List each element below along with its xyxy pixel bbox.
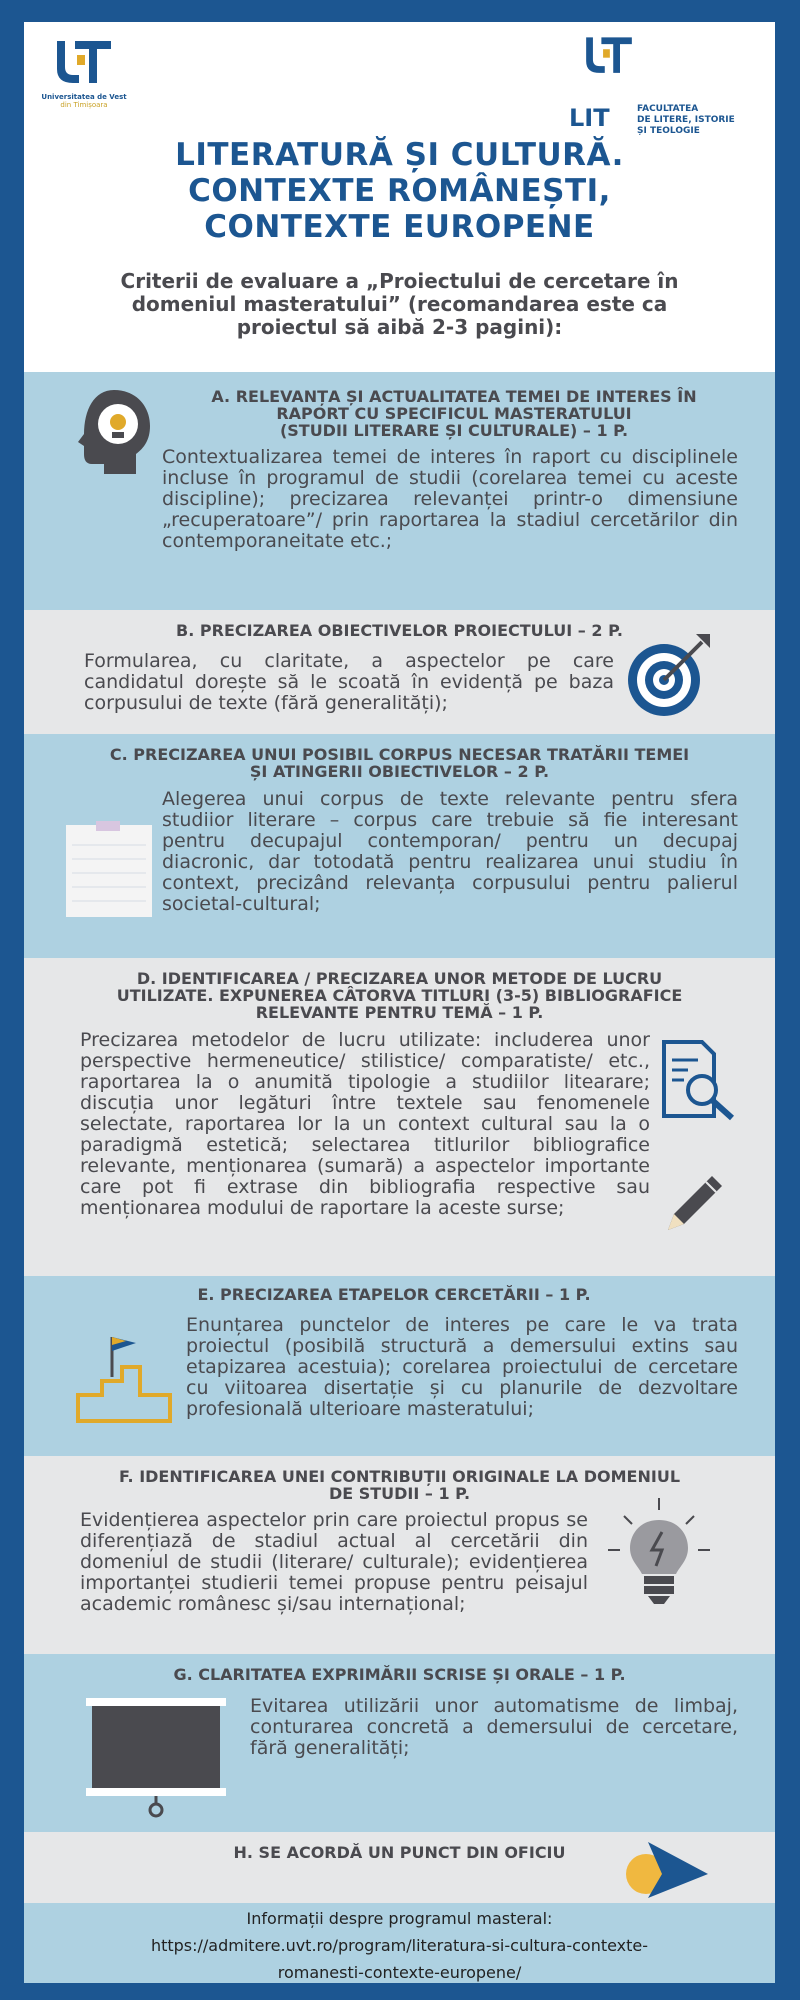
- footer-info: [24, 1903, 775, 1983]
- criterion-c-title: [24, 746, 775, 780]
- notepad-icon: [64, 819, 154, 919]
- criterion-f: [24, 1456, 775, 1654]
- lit-logo: [569, 34, 769, 144]
- criterion-d: [24, 958, 775, 1276]
- title-line: ȘI ATINGERII OBIECTIVELOR – 2 P.: [249, 762, 550, 781]
- criterion-d-text: Precizarea metodelor de lucru utilizate: includerea unor perspective hermeneutice/ stilistice/ comparatiste/ etc., raportarea la o anumită tipologie a studiilor litearare; discuția unor legături între textele sau fenomenele selectate, raportarea lor la un context cultural sau la o paradigmă estetică; selectarea titlurilor bibliografice relevante, menționarea (sumară) a aspectelor importante care pot fi extrase din bibliografia respective sau menționarea modului de raportare la aceste surse;: [80, 1029, 650, 1219]
- criterion-d-title: [24, 970, 775, 1021]
- lightbulb-icon: [604, 1496, 714, 1616]
- criterion-e-title: [104, 1286, 684, 1303]
- criterion-e-text: Enunțarea punctelor de interes pe care le va trata proiectul (posibilă structură a demersului extins sau etapizarea acestuia); corelarea proiectului de cercetare cu viitoarea disertație și cu planurile de dezvoltare profesională ulterioare masteratului;: [186, 1314, 738, 1420]
- title-line: LITERATURĂ ȘI CULTURĂ.: [175, 137, 624, 173]
- play-circle-icon: [624, 1838, 714, 1900]
- faculty-line: ȘI TEOLOGIE: [637, 126, 700, 136]
- footer-line: Informații despre programul masteral:: [246, 1909, 553, 1928]
- page-title: [24, 137, 775, 245]
- program-link[interactable]: romanesti-contexte-europene/: [277, 1963, 522, 1982]
- title-line: F. IDENTIFICAREA UNEI CONTRIBUȚII ORIGINALE LA DOMENIUL: [118, 1467, 681, 1486]
- title-line: CONTEXTE EUROPENE: [204, 209, 595, 245]
- title-line: (STUDII LITERARE ȘI CULTURALE) – 1 P.: [279, 421, 629, 440]
- faculty-line: DE LITERE, ISTORIE: [637, 115, 735, 125]
- criterion-g-text: Evitarea utilizării unor automatisme de limbaj, conturarea concretă a demersului de cercetare, fără generalități;: [250, 1695, 738, 1759]
- title-line: A. RELEVANȚA ȘI ACTUALITATEA TEMEI DE INTERES ÎN: [211, 387, 697, 406]
- criterion-h: [24, 1832, 775, 1903]
- title-line: RELEVANTE PENTRU TEMĂ – 1 P.: [255, 1003, 544, 1022]
- title-line: CONTEXTE ROMÂNEȘTI,: [188, 173, 611, 209]
- target-arrow-icon: [624, 630, 714, 720]
- criterion-c: [24, 734, 775, 958]
- criterion-f-text: Evidențierea aspectelor prin care proiectul propus se diferențiază de stadiul actual al cercetării din domeniul de studii (literare/ culturale); evidențierea importanței studierii temei propuse pentru peisajul academic românesc și/sau internațional;: [80, 1509, 588, 1615]
- title-line: DE STUDII – 1 P.: [328, 1484, 471, 1503]
- criterion-e: [24, 1276, 775, 1456]
- criterion-c-text: Alegerea unui corpus de texte relevante pentru sfera studiior literare – corpus care trebuie să fie interesant pentru decupajul contemporan/ pentru un decupaj diacronic, dar totodată pentru realizarea unui studiu în context, precizând relevanța corpusului pentru palierul societal-cultural;: [162, 788, 738, 915]
- document-search-icon: [658, 1038, 738, 1122]
- uvt-small-logo-icon: [579, 34, 639, 78]
- uvt-name: Universitatea de Vest: [41, 93, 127, 101]
- infographic-page: [24, 22, 775, 1983]
- title-line: UTILIZATE. EXPUNEREA CÂTORVA TITLURI (3-5) BIBLIOGRAFICE: [116, 986, 683, 1005]
- header: [24, 22, 775, 372]
- criterion-b-text: Formularea, cu claritate, a aspectelor pe care candidatul dorește să le scoată în evidență pe baza corpusului de texte (fără generalități);: [84, 650, 614, 714]
- uvt-city: din Timișoara: [60, 101, 108, 109]
- title-line: D. IDENTIFICAREA / PRECIZAREA UNOR METODE DE LUCRU: [136, 969, 663, 988]
- title-line: RAPORT CU SPECIFICUL MASTERATULUI: [276, 404, 632, 423]
- program-link[interactable]: https://admitere.uvt.ro/program/literatura-si-cultura-contexte-: [150, 1936, 649, 1955]
- criterion-b: [24, 610, 775, 734]
- uvt-logo: [34, 37, 134, 117]
- criterion-a: [24, 372, 775, 610]
- title-line: B. PRECIZAREA OBIECTIVELOR PROIECTULUI – 2 P.: [176, 621, 623, 640]
- lit-acronym: LIT: [569, 104, 610, 132]
- title-line: C. PRECIZAREA UNUI POSIBIL CORPUS NECESAR TRATĂRII TEMEI: [109, 745, 690, 764]
- criterion-a-text: Contextualizarea temei de interes în raport cu disciplinele incluse în programul de studii (corelarea temei cu aceste discipline); precizarea relevanței printr-o dimensiune „recuperatoare”/ prin raportarea la stadiul cercetărilor din contemporaneitate etc.;: [162, 446, 738, 552]
- criterion-a-title: [154, 388, 754, 439]
- uvt-logo-icon: [49, 37, 119, 89]
- criterion-g: [24, 1654, 775, 1832]
- faculty-line: FACULTATEA: [637, 104, 699, 114]
- title-line: E. PRECIZAREA ETAPELOR CERCETĂRII – 1 P.: [197, 1285, 591, 1304]
- head-lightbulb-icon: [74, 384, 154, 480]
- title-line: G. CLARITATEA EXPRIMĂRII SCRISE ȘI ORALE – 1 P.: [173, 1665, 626, 1684]
- page-subtitle: Criterii de evaluare a „Proiectului de cercetare în domeniul masteratului” (recomandarea este ca proiectul să aibă 2-3 pagini):: [120, 269, 679, 339]
- faculty-name: [637, 104, 735, 137]
- criterion-g-title: [24, 1666, 775, 1683]
- title-line: H. SE ACORDĂ UN PUNCT DIN OFICIU: [233, 1843, 566, 1862]
- presentation-board-icon: [84, 1696, 228, 1818]
- pencil-icon: [660, 1168, 730, 1238]
- stairs-flag-icon: [74, 1331, 174, 1427]
